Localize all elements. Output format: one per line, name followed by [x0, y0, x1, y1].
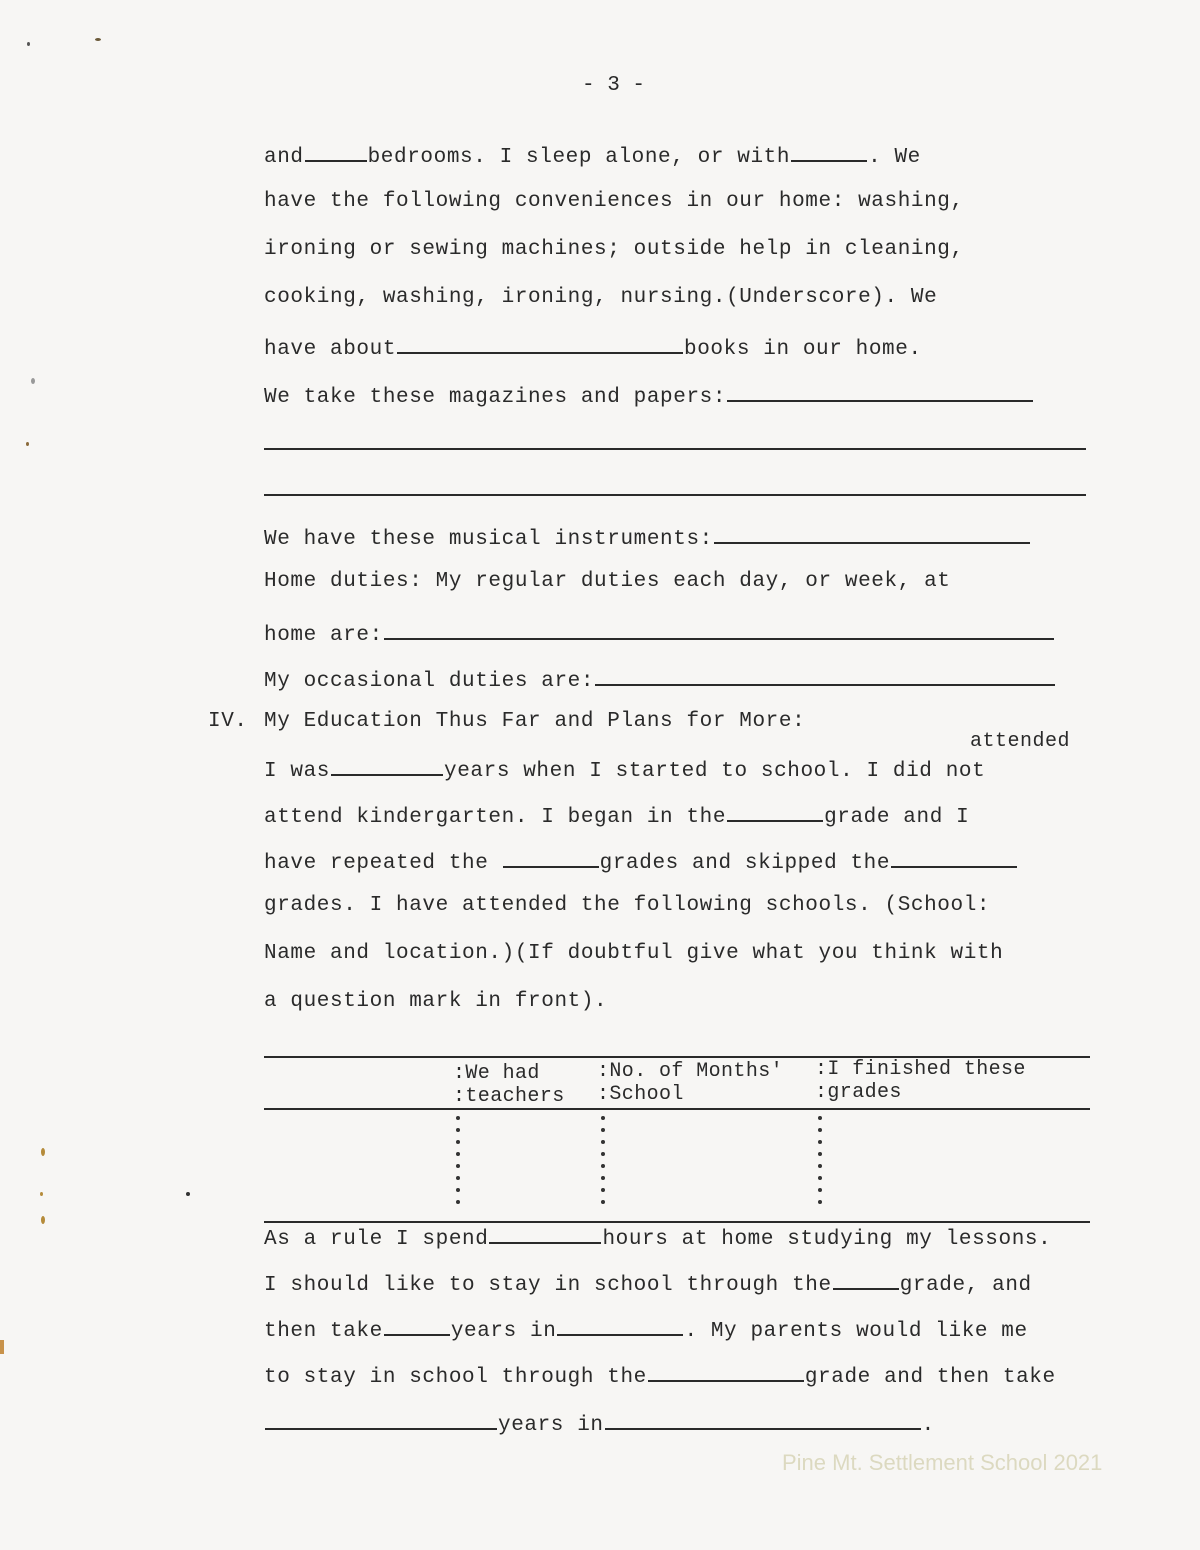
table-header-rule — [264, 1108, 1090, 1110]
occasional-duties-blank[interactable] — [595, 666, 1055, 686]
repeated-grades-line: have repeated the grades and skipped the — [264, 848, 1018, 876]
study-hours-line: As a rule I spend hours at home studying my lessons. — [264, 1224, 1051, 1252]
section-iv-numeral: IV. — [208, 710, 248, 733]
magazines-blank[interactable] — [727, 382, 1033, 402]
paper-speck — [26, 442, 29, 446]
regular-duties-blank[interactable] — [384, 620, 1054, 640]
col-header-months: :No. of Months' :School — [597, 1060, 784, 1106]
skipped-grades-blank[interactable] — [891, 848, 1017, 868]
magazines-line: We take these magazines and papers: — [264, 382, 1034, 410]
paper-speck — [27, 42, 30, 46]
schools-intro-line: grades. I have attended the following schools. (School: — [264, 894, 991, 917]
paper-speck — [31, 378, 35, 384]
column-divider-3 — [818, 1116, 822, 1212]
conveniences-line-3: cooking, washing, ironing, nursing.(Underscore). We — [264, 286, 938, 309]
column-divider-2 — [601, 1116, 605, 1212]
table-bottom-rule — [264, 1221, 1090, 1223]
began-grade-blank[interactable] — [727, 802, 823, 822]
paper-speck — [95, 38, 101, 41]
instruments-blank[interactable] — [714, 524, 1030, 544]
study-hours-blank[interactable] — [489, 1224, 601, 1244]
conveniences-line-1: have the following conveniences in our home: washing, — [264, 190, 964, 213]
binding-hole-mark — [41, 1216, 45, 1224]
col-header-grades: :I finished these :grades — [815, 1058, 1026, 1104]
paper-edge-stain — [0, 1340, 4, 1354]
magazines-blank-line-2[interactable] — [264, 448, 1086, 450]
regular-duties-line: home are: — [264, 620, 1055, 648]
parents-plan-grade-blank[interactable] — [648, 1362, 804, 1382]
bedrooms-count-blank[interactable] — [305, 142, 367, 162]
sleep-with-blank[interactable] — [791, 142, 867, 162]
repeated-grades-blank[interactable] — [503, 848, 599, 868]
own-plan-grade-line: I should like to stay in school through the grade, and — [264, 1270, 1032, 1298]
parents-plan-field-blank[interactable] — [605, 1410, 921, 1430]
watermark: Pine Mt. Settlement School 2021 — [782, 1450, 1103, 1475]
binding-hole-mark — [40, 1192, 43, 1196]
start-age-blank[interactable] — [331, 756, 443, 776]
binding-hole-mark — [41, 1148, 45, 1156]
occasional-duties-line: My occasional duties are: — [264, 666, 1056, 694]
own-plan-grade-blank[interactable] — [833, 1270, 899, 1290]
schools-instruction-line-2: a question mark in front). — [264, 990, 608, 1013]
parents-plan-grade-line: to stay in school through the grade and then take — [264, 1362, 1056, 1390]
schools-instruction-line: Name and location.)(If doubtful give what you think with — [264, 942, 1004, 965]
magazines-blank-line-3[interactable] — [264, 494, 1086, 496]
instruments-line: We have these musical instruments: — [264, 524, 1031, 552]
bedrooms-line: and bedrooms. I sleep alone, or with . We — [264, 142, 921, 170]
paper-speck — [186, 1192, 190, 1196]
inserted-word-attended: attended — [970, 730, 1071, 753]
section-iv-heading: My Education Thus Far and Plans for More: — [264, 710, 806, 733]
books-line: have about books in our home. — [264, 334, 922, 362]
books-count-blank[interactable] — [397, 334, 683, 354]
column-divider-1 — [456, 1116, 460, 1212]
own-plan-field-blank[interactable] — [557, 1316, 683, 1336]
own-plan-years-line: then take years in . My parents would like me — [264, 1316, 1028, 1344]
home-duties-line: Home duties: My regular duties each day, or week, at — [264, 570, 951, 593]
parents-plan-years-blank[interactable] — [265, 1410, 497, 1430]
own-plan-years-blank[interactable] — [384, 1316, 450, 1336]
col-header-teachers: :We had :teachers — [453, 1062, 565, 1108]
conveniences-line-2: ironing or sewing machines; outside help in cleaning, — [264, 238, 964, 261]
began-grade-line: attend kindergarten. I began in the grade and I — [264, 802, 969, 830]
parents-plan-years-line: years in . — [264, 1410, 935, 1438]
start-age-line: I was years when I started to school. I did not — [264, 756, 985, 784]
page-number: - 3 - — [582, 74, 646, 97]
